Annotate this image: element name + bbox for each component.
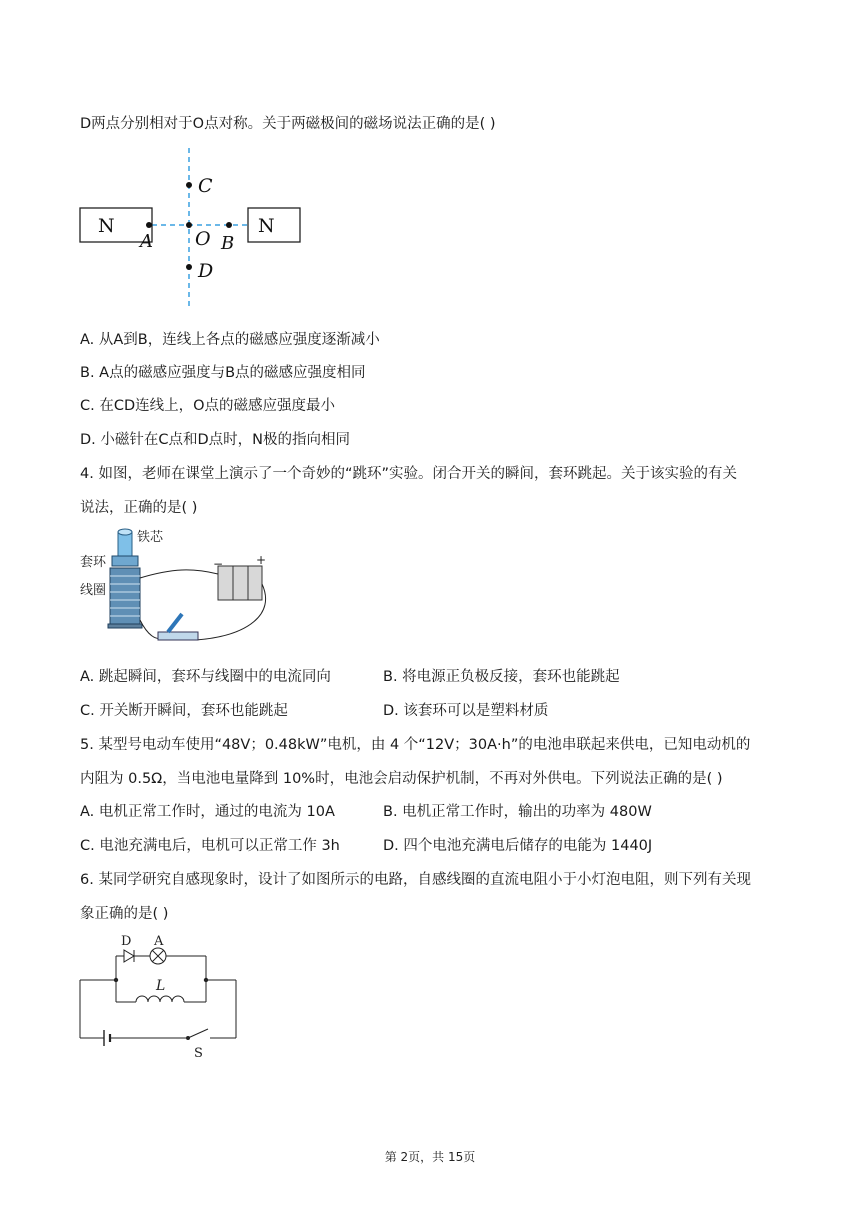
battery-plus: + [256, 553, 267, 567]
coil-label: 线圈 [80, 583, 107, 598]
pole-left-label: N [98, 215, 115, 237]
q5-stem-line2: 内阻为 0.5Ω，当电池电量降到 10%时，电池会启动保护机制，不再对外供电。下列说法正确的是( ) [80, 771, 723, 787]
point-b-label: B [221, 233, 235, 254]
point-a-label: A [140, 231, 153, 252]
inductor-symbol [136, 996, 184, 1002]
point-b-dot [226, 222, 232, 228]
switch-lever [168, 614, 182, 632]
q6-stem-line2: 象正确的是( ) [80, 906, 169, 922]
q3-option-a: A. 从A到B，连线上各点的磁感应强度逐渐减小 [80, 332, 380, 348]
q5-option-d: D. 四个电池充满电后储存的电能为 1440J [383, 838, 653, 854]
q4-option-c: C. 开关断开瞬间，套环也能跳起 [80, 703, 288, 719]
q6-stem-line1: 6. 某同学研究自感现象时，设计了如图所示的电路，自感线圈的直流电阻小于小灯泡电阻，则下列有关现 [80, 872, 751, 888]
q5-option-b: B. 电机正常工作时，输出的功率为 480W [383, 804, 652, 820]
inductor-label: L [156, 978, 166, 994]
q3-stem-tail: D两点分别相对于O点对称。关于两磁极间的磁场说法正确的是( ) [80, 116, 496, 132]
q5-option-c: C. 电池充满电后，电机可以正常工作 3h [80, 838, 340, 854]
lamp-label: A [154, 934, 164, 949]
switch-base [158, 632, 198, 640]
ring-label: 套环 [80, 555, 107, 570]
magnet-figure [78, 146, 302, 312]
q5-option-a: A. 电机正常工作时，通过的电流为 10A [80, 804, 335, 820]
q4-option-d: D. 该套环可以是塑料材质 [383, 703, 549, 719]
battery [218, 566, 262, 600]
q3-option-c: C. 在CD连线上，O点的磁感应强度最小 [80, 398, 336, 414]
point-d-dot [186, 264, 192, 270]
point-o-label: O [195, 228, 211, 250]
q3-option-d: D. 小磁针在C点和D点时，N极的指向相同 [80, 432, 351, 448]
point-d-label: D [198, 260, 214, 282]
point-a-dot [146, 222, 152, 228]
point-o-dot [186, 222, 192, 228]
point-c-label: C [198, 175, 213, 197]
page-footer: 第 2页，共 15页 [384, 1150, 476, 1164]
q4-option-b: B. 将电源正负极反接，套环也能跳起 [383, 669, 620, 685]
pole-right-label: N [258, 215, 275, 237]
switch-symbol [188, 1029, 208, 1038]
q4-stem-line2: 说法，正确的是( ) [80, 500, 198, 516]
q4-option-a: A. 跳起瞬间，套环与线圈中的电流同向 [80, 669, 331, 685]
diode-symbol [124, 950, 134, 962]
q5-stem-line1: 5. 某型号电动车使用“48V；0.48kW”电机，由 4 个“12V；30A·h”的电池串联起来供电，已知电动机的 [80, 737, 751, 753]
point-c-dot [186, 182, 192, 188]
core-label: 铁芯 [137, 530, 164, 545]
q4-stem-line1: 4. 如图，老师在课堂上演示了一个奇妙的“跳环”实验。闭合开关的瞬间，套环跳起。关于该实验的有关 [80, 466, 737, 482]
switch-label: S [194, 1046, 203, 1061]
jumping-ring-figure [78, 524, 278, 648]
jump-ring [112, 556, 138, 566]
q3-option-b: B. A点的磁感应强度与B点的磁感应强度相同 [80, 365, 366, 381]
battery-minus: − [213, 557, 224, 571]
self-induction-circuit [76, 930, 242, 1062]
diode-label: D [121, 934, 132, 949]
